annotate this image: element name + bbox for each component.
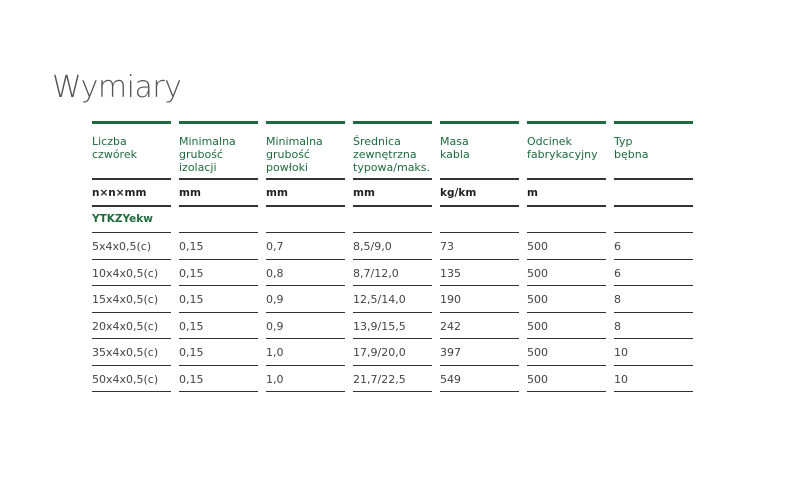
table-cell: 35x4x0,5(c) bbox=[92, 339, 171, 366]
header-cable-mass: Masa kabla bbox=[440, 121, 519, 180]
table-cell: 0,7 bbox=[266, 233, 345, 260]
table-cell: 8,5/9,0 bbox=[353, 233, 432, 260]
table-cell: 500 bbox=[527, 366, 606, 393]
unit-cell: n×n×mm bbox=[92, 180, 171, 207]
table-cell: 0,15 bbox=[179, 366, 258, 393]
table-cell: 500 bbox=[527, 286, 606, 313]
table-group-row bbox=[92, 207, 693, 233]
group-empty-cell bbox=[353, 207, 432, 233]
page-title: Wymiary bbox=[52, 70, 182, 105]
table-cell: 8,7/12,0 bbox=[353, 260, 432, 287]
table-cell: 500 bbox=[527, 313, 606, 340]
table-cell: 50x4x0,5(c) bbox=[92, 366, 171, 393]
group-empty-cell bbox=[179, 207, 258, 233]
table-row bbox=[92, 366, 693, 393]
header-quad-count: Liczba czwórek bbox=[92, 121, 171, 180]
table-cell: 10 bbox=[614, 339, 693, 366]
table-row bbox=[92, 233, 693, 260]
unit-cell: mm bbox=[353, 180, 432, 207]
header-outer-diameter: Średnica zewnętrzna typowa/maks. bbox=[353, 121, 432, 180]
table-cell: 0,9 bbox=[266, 286, 345, 313]
table-row bbox=[92, 286, 693, 313]
header-sheath-thickness: Minimalna grubość powłoki bbox=[266, 121, 345, 180]
dimensions-table bbox=[92, 121, 693, 392]
table-cell: 73 bbox=[440, 233, 519, 260]
table-cell: 500 bbox=[527, 260, 606, 287]
table-row bbox=[92, 313, 693, 340]
table-cell: 0,15 bbox=[179, 313, 258, 340]
group-label: YTKZYekw bbox=[92, 207, 171, 233]
table-cell: 10x4x0,5(c) bbox=[92, 260, 171, 287]
table-row bbox=[92, 260, 693, 287]
header-insulation-thickness: Minimalna grubość izolacji bbox=[179, 121, 258, 180]
table-cell: 0,15 bbox=[179, 286, 258, 313]
table-cell: 6 bbox=[614, 233, 693, 260]
group-empty-cell bbox=[614, 207, 693, 233]
table-cell: 8 bbox=[614, 286, 693, 313]
table-row bbox=[92, 339, 693, 366]
table-cell: 1,0 bbox=[266, 366, 345, 393]
table-cell: 135 bbox=[440, 260, 519, 287]
table-cell: 17,9/20,0 bbox=[353, 339, 432, 366]
table-cell: 500 bbox=[527, 339, 606, 366]
group-empty-cell bbox=[440, 207, 519, 233]
table-cell: 0,15 bbox=[179, 339, 258, 366]
unit-cell: m bbox=[527, 180, 606, 207]
unit-cell: mm bbox=[179, 180, 258, 207]
table-cell: 15x4x0,5(c) bbox=[92, 286, 171, 313]
header-production-length: Odcinek fabrykacyjny bbox=[527, 121, 606, 180]
table-header-row bbox=[92, 121, 693, 180]
table-cell: 549 bbox=[440, 366, 519, 393]
table-cell: 8 bbox=[614, 313, 693, 340]
table-cell: 1,0 bbox=[266, 339, 345, 366]
table-cell: 6 bbox=[614, 260, 693, 287]
unit-cell: kg/km bbox=[440, 180, 519, 207]
table-cell: 500 bbox=[527, 233, 606, 260]
unit-cell bbox=[614, 180, 693, 207]
table-cell: 0,9 bbox=[266, 313, 345, 340]
table-cell: 397 bbox=[440, 339, 519, 366]
table-cell: 21,7/22,5 bbox=[353, 366, 432, 393]
table-cell: 10 bbox=[614, 366, 693, 393]
table-cell: 242 bbox=[440, 313, 519, 340]
table-cell: 190 bbox=[440, 286, 519, 313]
table-cell: 5x4x0,5(c) bbox=[92, 233, 171, 260]
group-empty-cell bbox=[266, 207, 345, 233]
header-drum-type: Typ bębna bbox=[614, 121, 693, 180]
table-cell: 0,8 bbox=[266, 260, 345, 287]
table-cell: 20x4x0,5(c) bbox=[92, 313, 171, 340]
table-cell: 13,9/15,5 bbox=[353, 313, 432, 340]
unit-cell: mm bbox=[266, 180, 345, 207]
group-empty-cell bbox=[527, 207, 606, 233]
table-cell: 12,5/14,0 bbox=[353, 286, 432, 313]
table-cell: 0,15 bbox=[179, 233, 258, 260]
table-units-row bbox=[92, 180, 693, 207]
table-cell: 0,15 bbox=[179, 260, 258, 287]
